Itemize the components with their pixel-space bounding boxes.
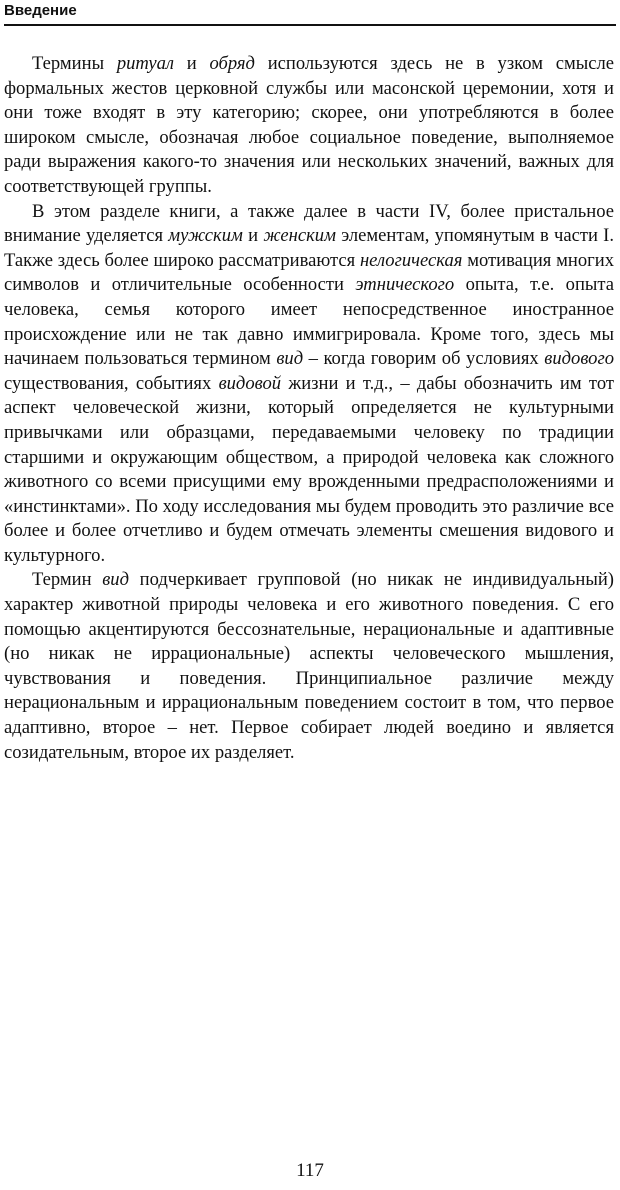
emphasized-term: женским <box>263 225 336 247</box>
emphasized-term: обряд <box>209 53 255 74</box>
text-run: используются здесь не в узком смысле формальных жестов церковной службы или масонской церемонии, хотя и они тоже входят в эту категорию; скорее, они употребляются в более широком смысле, обозначая любое социальное поведение, выполняемое ради выражения какого-то значения или нескольких значений, важных для соответствующей группы. <box>4 53 615 197</box>
text-run: Термины <box>32 53 117 74</box>
paragraph <box>4 52 614 200</box>
text-run: жизни и т.д., – дабы обозначить им тот аспект человеческой жизни, который определяется не культурными привычками или образцами, передаваемыми человеку по традиции старшими и окружающим обществом, а природой человека как сложного животного со всеми присущими ему врожденными предрасположениями и «инстинктами». По ходу исследования мы будем проводить это различие все более и более отчетливо и будем отмечать элементы смешения видового и культурного. <box>4 372 614 566</box>
text-run: – когда говорим об условиях <box>303 348 545 370</box>
text-run: и <box>174 53 210 74</box>
emphasized-term: этнического <box>355 274 455 296</box>
paragraph <box>4 568 614 765</box>
emphasized-term: видовой <box>218 372 282 394</box>
text-run: подчеркивает групповой (но никак не индивидуальный) характер животной природы человека и его животного поведения. С его помощью акцентируются бессознательные, нерациональные и адаптивные (но никак не иррациональные) аспекты человеческого мышления, чувствования и поведения. Принципиальное различие между нерациональным и иррациональным поведением состоит в том, что первое адаптивно, второе – нет. Первое собирает людей воедино и является созидательным, второе их разделяет. <box>4 569 614 763</box>
emphasized-term: нелогическая <box>359 249 463 271</box>
page-number: 117 <box>296 1160 324 1181</box>
running-header <box>4 0 616 26</box>
text-run: мотивация многих символов и отличительные особенности <box>4 249 614 296</box>
emphasized-term: мужским <box>168 225 243 247</box>
paragraph <box>4 200 614 569</box>
emphasized-term: вид <box>102 569 129 591</box>
emphasized-term: вид <box>276 348 304 370</box>
running-header-title: Введение <box>4 2 77 19</box>
text-run: опыта, т.е. опыта человека, семья которого имеет непосредственное иностранное происхождение или не так давно иммигрировала. Кроме того, здесь мы начинаем пользоваться термином <box>4 274 614 370</box>
text-run: элементам, упомянутым в части I. Также здесь более широко рассматриваются <box>4 225 614 271</box>
emphasized-term: ритуал <box>116 53 175 74</box>
text-run: Термин <box>32 569 103 591</box>
text-run: и <box>242 225 264 247</box>
text-run: В этом разделе книги, а также далее в части IV, более пристальное внимание уделяется <box>4 200 614 247</box>
text-run: существования, событиях <box>4 372 219 394</box>
body-text <box>4 52 614 765</box>
emphasized-term: видового <box>544 348 614 370</box>
